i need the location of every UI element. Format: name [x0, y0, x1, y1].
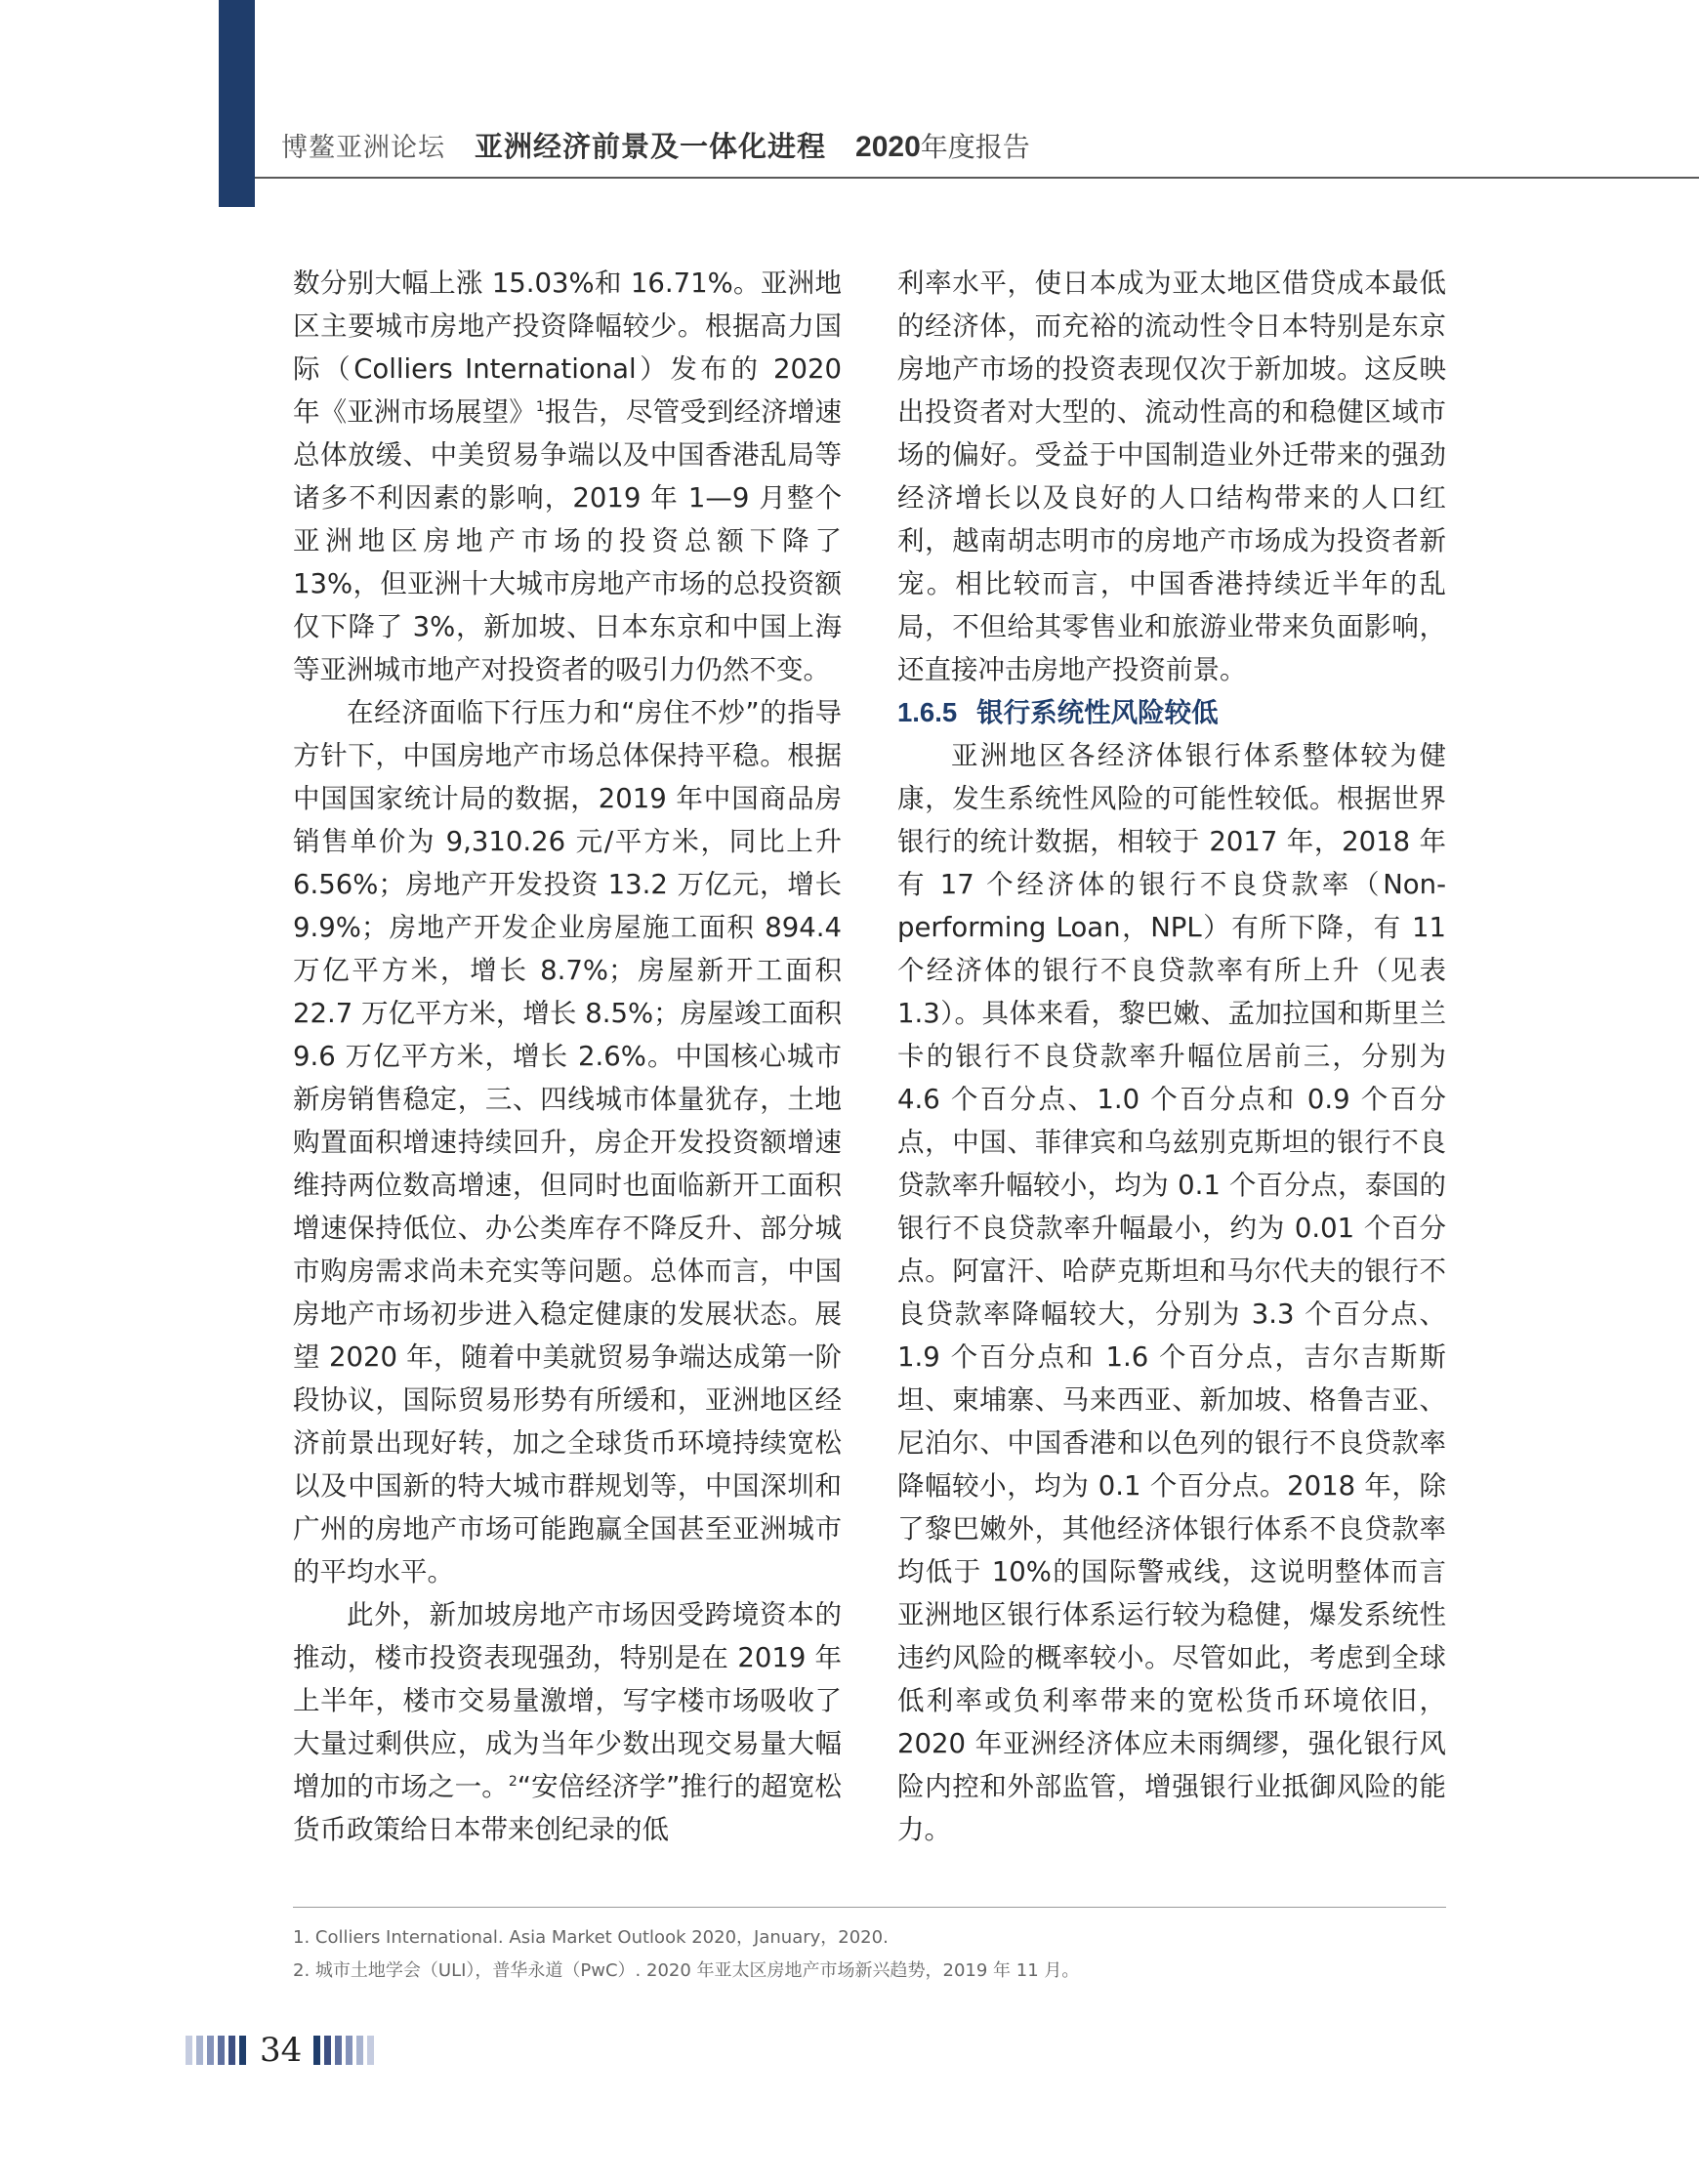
page-bar	[335, 2036, 342, 2065]
right-paragraph-2: 亚洲地区各经济体银行体系整体较为健康，发生系统性风险的可能性较低。根据世界银行的统计数据，相较于 2017 年，2018 年有 17 个经济体的银行不良贷款率（Non-performing Loan，NPL）有所下降，有 11 个经济体的银行不良贷款率有所上升（见表 1.3）。具体来看，黎巴嫩、孟加拉国和斯里兰卡的银行不良贷款率升幅位居前三，分别为 4.6 个百分点、1.0 个百分点和 0.9 个百分点，中国、菲律宾和乌兹别克斯坦的银行不良贷款率升幅较小，均为 0.1 个百分点，泰国的银行不良贷款率升幅最小，约为 0.01 个百分点。阿富汗、哈萨克斯坦和马尔代夫的银行不良贷款率降幅较大，分别为 3.3 个百分点、1.9 个百分点和 1.6 个百分点，吉尔吉斯斯坦、柬埔寨、马来西亚、新加坡、格鲁吉亚、尼泊尔、中国香港和以色列的银行不良贷款率降幅较小，均为 0.1 个百分点。2018 年，除了黎巴嫩外，其他经济体银行体系不良贷款率均低于 10%的国际警戒线，这说明整体而言亚洲地区银行体系运行较为稳健，爆发系统性违约风险的概率较小。尽管如此，考虑到全球低利率或负利率带来的宽松货币环境依旧，2020 年亚洲经济体应未雨绸缪，强化银行风险内控和外部监管，增强银行业抵御风险的能力。	[897, 740, 1446, 1845]
left-column	[293, 262, 842, 1851]
footnote-1: 1. Colliers International. Asia Market Outlook 2020，January，2020.	[293, 1927, 889, 1948]
page-bars-right	[313, 2036, 378, 2065]
page-bar	[218, 2036, 225, 2065]
footnotes	[293, 1921, 1446, 1988]
page-bar	[324, 2036, 331, 2065]
page-bar	[313, 2036, 320, 2065]
page-bars-left	[186, 2036, 250, 2065]
section-heading	[897, 691, 1446, 734]
header-report-suffix: 年度报告	[920, 131, 1030, 163]
page-bar	[207, 2036, 214, 2065]
page-bar	[356, 2036, 363, 2065]
page-bar	[346, 2036, 352, 2065]
section-title: 银行系统性风险较低	[976, 697, 1219, 728]
page-bar	[228, 2036, 235, 2065]
header-side-bar	[219, 0, 255, 207]
header-org: 博鳌亚洲论坛	[281, 133, 445, 163]
left-p1-rest: 报告，尽管受到经济增速总体放缓、中美贸易争端以及中国香港乱局等诸多不利因素的影响，2019 年 1—9 月整个亚洲地区房地产市场的投资总额下降了 13%，但亚洲十大城市房地产市场的总投资额仅下降了 3%，新加坡、日本东京和中国上海等亚洲城市地产对投资者的吸引力仍然不变。	[293, 396, 843, 685]
header-report-title: 亚洲经济前景及一体化进程	[475, 130, 827, 163]
running-header	[281, 125, 1030, 168]
page-bar	[186, 2036, 192, 2065]
left-p3-rest: “安倍经济学”推行的超宽松货币政策给日本带来创纪录的低	[293, 1771, 843, 1845]
left-p1-text: 数分别大幅上涨 15.03%和 16.71%。亚洲地区主要城市房地产投资降幅较少。根据高力国际（Colliers International）发布的 2020 年《亚洲市场展望》	[293, 268, 842, 428]
footnote-2: 2. 城市土地学会（ULI），普华永道（PwC）. 2020 年亚太区房地产市场新兴趋势，2019 年 11 月。	[293, 1960, 1080, 1981]
footnote-ref-2[interactable]: 2	[508, 1773, 518, 1790]
footnote-rule	[293, 1907, 1446, 1908]
page-bar	[239, 2036, 246, 2065]
right-paragraph-1: 利率水平，使日本成为亚太地区借贷成本最低的经济体，而充裕的流动性令日本特别是东京房地产市场的投资表现仅次于新加坡。这反映出投资者对大型的、流动性高的和稳健区域市场的偏好。受益于中国制造业外迁带来的强劲经济增长以及良好的人口结构带来的人口红利，越南胡志明市的房地产市场成为投资者新宠。相比较而言，中国香港持续近半年的乱局，不但给其零售业和旅游业带来负面影响，还直接冲击房地产投资前景。	[897, 268, 1446, 685]
right-column	[897, 262, 1446, 1851]
left-paragraph-1	[293, 262, 842, 691]
left-paragraph-3	[293, 1593, 842, 1851]
footnote-ref-1[interactable]: 1	[535, 398, 545, 415]
header-year-label	[855, 126, 1030, 165]
header-rule	[255, 177, 1699, 179]
left-p3-text: 此外，新加坡房地产市场因受跨境资本的推动，楼市投资表现强劲，特别是在 2019 年上半年，楼市交易量激增，写字楼市场吸收了大量过剩供应，成为当年少数出现交易量大幅增加的市场之一。	[293, 1599, 842, 1802]
page-bar	[367, 2036, 374, 2065]
page-number-row	[186, 2031, 378, 2070]
page-number: 34	[260, 2031, 303, 2070]
left-paragraph-2: 在经济面临下行压力和“房住不炒”的指导方针下，中国房地产市场总体保持平稳。根据中国国家统计局的数据，2019 年中国商品房销售单价为 9,310.26 元/平方米，同比上升 6.56%；房地产开发投资 13.2 万亿元，增长 9.9%；房地产开发企业房屋施工面积 894.4 万亿平方米，增长 8.7%；房屋新开工面积 22.7 万亿平方米，增长 8.5%；房屋竣工面积 9.6 万亿平方米，增长 2.6%。中国核心城市新房销售稳定，三、四线城市体量犹存，土地购置面积增速持续回升，房企开发投资额增速维持两位数高增速，但同时也面临新开工面积增速保持低位、办公类库存不降反升、部分城市购房需求尚未充实等问题。总体而言，中国房地产市场初步进入稳定健康的发展状态。展望 2020 年，随着中美就贸易争端达成第一阶段协议，国际贸易形势有所缓和，亚洲地区经济前景出现好转，加之全球货币环境持续宽松以及中国新的特大城市群规划等，中国深圳和广州的房地产市场可能跑赢全国甚至亚洲城市的平均水平。	[293, 697, 842, 1587]
header-year: 2020	[855, 131, 921, 163]
section-number: 1.6.5	[897, 697, 958, 727]
page-bar	[196, 2036, 203, 2065]
